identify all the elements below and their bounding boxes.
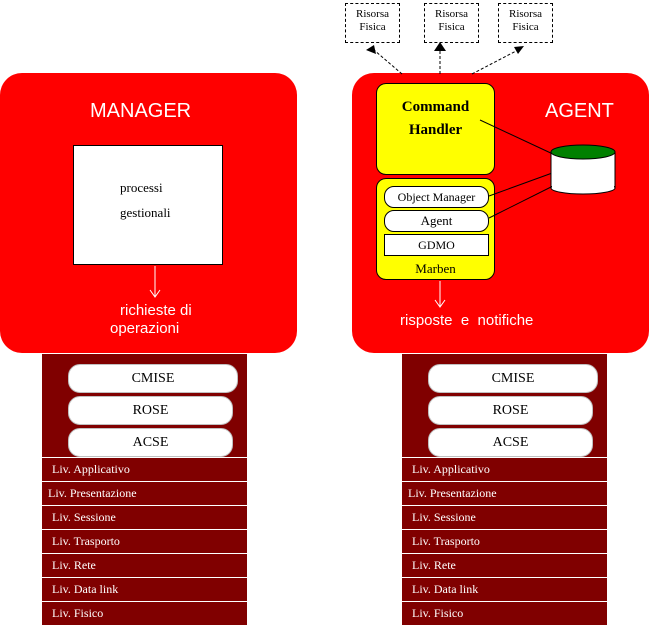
processes-label-1: processi (120, 180, 163, 195)
right-layer-datalink: Liv. Data link (402, 577, 607, 601)
requests-label-2: operazioni (110, 320, 180, 337)
agent-title: AGENT (545, 100, 614, 122)
mib-bottom-mask (552, 176, 614, 188)
right-service-acse: ACSE (428, 428, 593, 457)
left-layer-sessione: Liv. Sessione (42, 505, 247, 529)
resource-sublabel-3: Fisica (512, 21, 539, 33)
connector-resource-1 (374, 50, 402, 74)
right-service-cmise: CMISE (428, 364, 598, 393)
manager-title: MANAGER (90, 100, 192, 122)
right-layer-sessione: Liv. Sessione (402, 505, 607, 529)
right-layer-fisico: Liv. Fisico (402, 601, 607, 625)
left-layer-rete: Liv. Rete (42, 553, 247, 577)
right-layer-rete: Liv. Rete (402, 553, 607, 577)
resource-label-1: Risorsa (356, 8, 389, 20)
resource-label-2: Risorsa (435, 8, 468, 20)
arrowhead-resource-2 (434, 42, 446, 51)
left-service-cmise: CMISE (68, 364, 238, 393)
link-agent-mib (489, 185, 555, 218)
marben-label: Marben (415, 261, 456, 276)
left-service-rose: ROSE (68, 396, 233, 425)
left-layer-datalink: Liv. Data link (42, 577, 247, 601)
link-objectmanager-mib (489, 172, 555, 196)
mib-cylinder (551, 145, 615, 194)
right-layer-presentazione: Liv. Presentazione (402, 481, 607, 505)
connector-resource-3 (472, 50, 518, 74)
right-layer-trasporto: Liv. Trasporto (402, 529, 607, 553)
right-layer-applicativo: Liv. Applicativo (402, 457, 607, 481)
left-layer-trasporto: Liv. Trasporto (42, 529, 247, 553)
agent-pill: Agent (384, 210, 489, 232)
resource-label-3: Risorsa (509, 8, 542, 20)
command-handler-label-1: Command (401, 99, 470, 115)
left-layer-presentazione: Liv. Presentazione (42, 481, 247, 505)
responses-label: risposte e notifiche (400, 312, 534, 329)
requests-label-1: richieste di (120, 302, 192, 319)
left-layer-fisico: Liv. Fisico (42, 601, 247, 625)
gdmo-box: GDMO (384, 234, 489, 256)
object-manager-pill: Object Manager (384, 186, 489, 208)
arrowhead-resource-3 (514, 46, 524, 54)
processes-label-2: gestionali (120, 205, 171, 220)
right-service-rose: ROSE (428, 396, 593, 425)
link-command-mib (480, 120, 555, 155)
arrowhead-resource-1 (366, 45, 376, 54)
command-handler-label-2: Handler (408, 122, 463, 138)
resource-sublabel-1: Fisica (359, 21, 386, 33)
left-service-acse: ACSE (68, 428, 233, 457)
resource-sublabel-2: Fisica (438, 21, 465, 33)
mib-top (551, 145, 615, 159)
left-layer-applicativo: Liv. Applicativo (42, 457, 247, 481)
